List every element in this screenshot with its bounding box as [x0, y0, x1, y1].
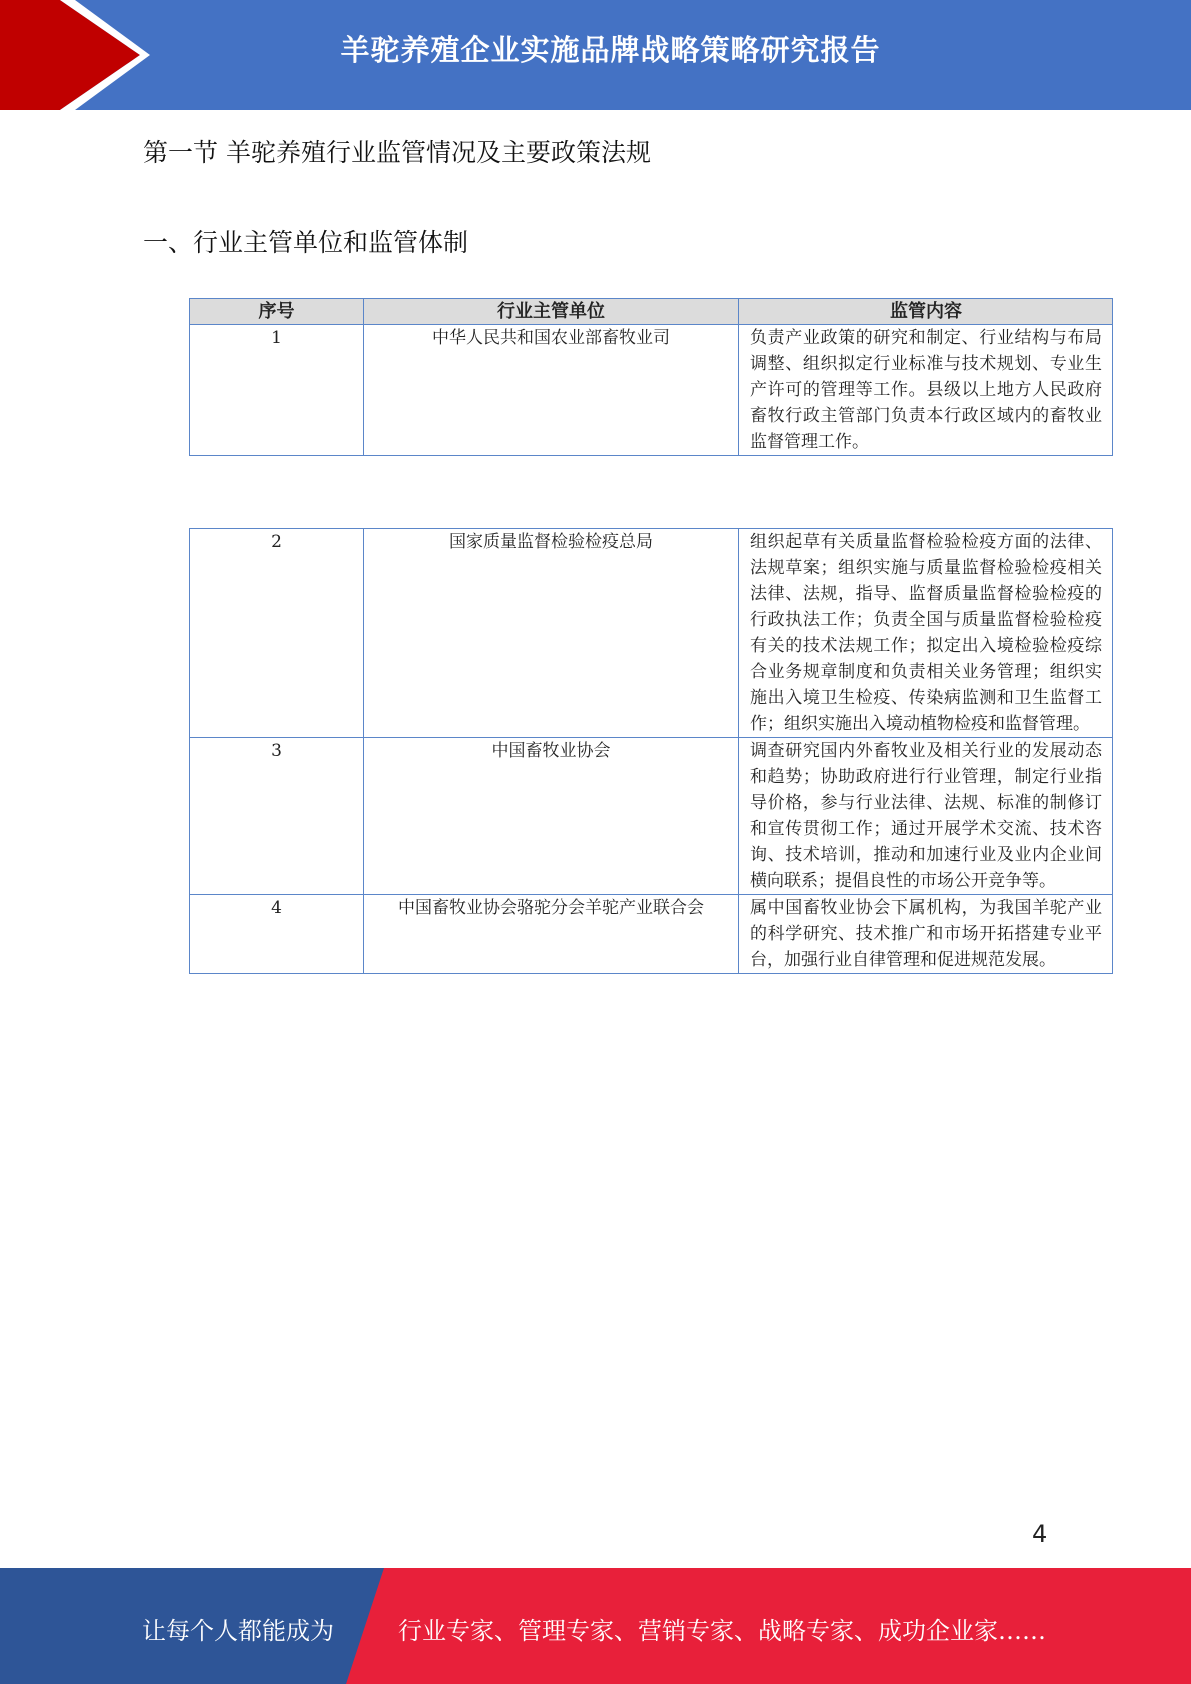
- table-row: [190, 325, 1113, 456]
- report-title: 羊驼养殖企业实施品牌战略策略研究报告: [340, 33, 881, 67]
- footer-slogan-left: 让每个人都能成为: [142, 1617, 334, 1645]
- header-unit: 行业主管单位: [364, 299, 739, 325]
- row-no: 4: [190, 895, 364, 974]
- table-row: [190, 738, 1113, 895]
- row-content: 负责产业政策的研究和制定、行业结构与布局调整、组织拟定行业标准与技术规划、专业生产许可的管理等工作。县级以上地方人民政府畜牧行政主管部门负责本行政区域内的畜牧业监督管理工作。: [739, 325, 1113, 456]
- page-footer: [0, 1568, 1191, 1684]
- footer-slogan-right: 行业专家、管理专家、营销专家、战略专家、成功企业家……: [398, 1617, 1046, 1645]
- row-content: 属中国畜牧业协会下属机构，为我国羊驼产业的科学研究、技术推广和市场开拓搭建专业平台，加强行业自律管理和促进规范发展。: [739, 895, 1113, 974]
- row-unit: 中国畜牧业协会: [364, 738, 739, 895]
- row-content: 组织起草有关质量监督检验检疫方面的法律、法规草案；组织实施与质量监督检验检疫相关法律、法规，指导、监督质量监督检验检疫的行政执法工作；负责全国与质量监督检验检疫有关的技术法规工作；拟定出入境检验检疫综合业务规章制度和负责相关业务管理；组织实施出入境卫生检疫、传染病监测和卫生监督工作；组织实施出入境动植物检疫和监督管理。: [739, 529, 1113, 738]
- header-no: 序号: [190, 299, 364, 325]
- row-content: 调查研究国内外畜牧业及相关行业的发展动态和趋势；协助政府进行行业管理，制定行业指导价格，参与行业法律、法规、标准的制修订和宣传贯彻工作；通过开展学术交流、技术咨询、技术培训，推动和加速行业及业内企业间横向联系；提倡良性的市场公开竞争等。: [739, 738, 1113, 895]
- section-title: 第一节 羊驼养殖行业监管情况及主要政策法规: [143, 138, 651, 167]
- page-header: [0, 0, 1191, 110]
- row-unit: 国家质量监督检验检疫总局: [364, 529, 739, 738]
- row-unit: 中华人民共和国农业部畜牧业司: [364, 325, 739, 456]
- regulator-table-part1: [189, 298, 1113, 456]
- row-no: 2: [190, 529, 364, 738]
- table-header-row: [190, 299, 1113, 325]
- header-content: 监管内容: [739, 299, 1113, 325]
- row-no: 1: [190, 325, 364, 456]
- page-number: 4: [1032, 1520, 1048, 1548]
- table-row: [190, 895, 1113, 974]
- row-no: 3: [190, 738, 364, 895]
- subsection-title: 一、行业主管单位和监管体制: [143, 228, 469, 257]
- row-unit: 中国畜牧业协会骆驼分会羊驼产业联合会: [364, 895, 739, 974]
- regulator-table-part2: [189, 528, 1113, 974]
- table-row: [190, 529, 1113, 738]
